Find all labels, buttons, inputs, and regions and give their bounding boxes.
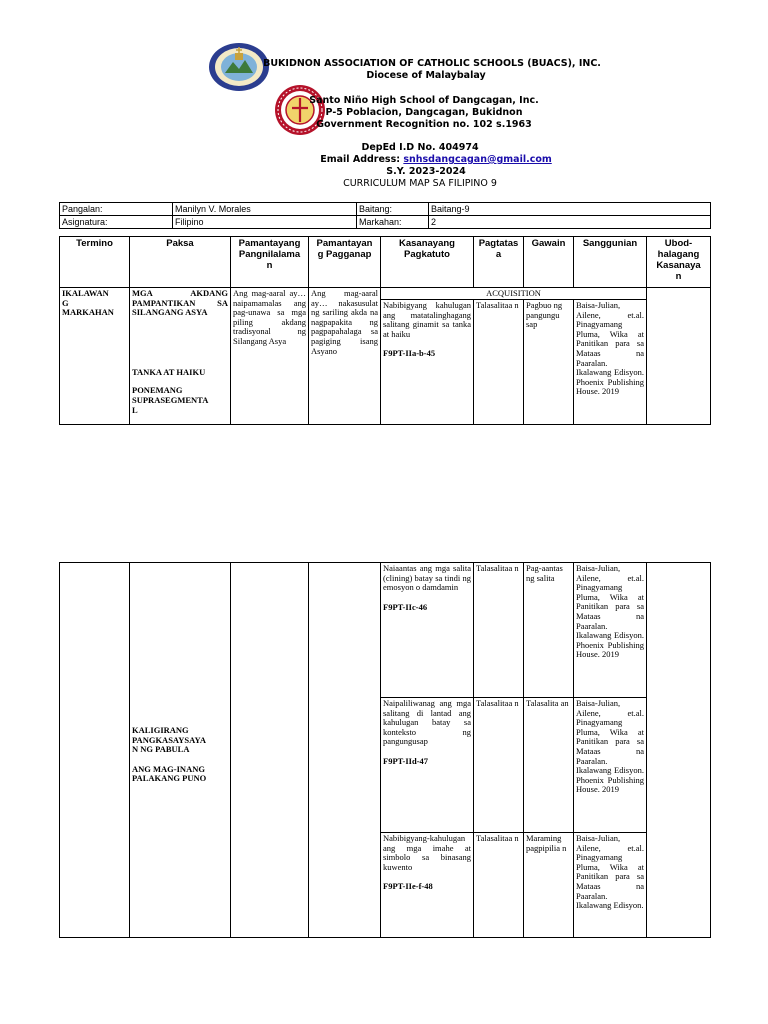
email-link[interactable]: snhsdangcagan@gmail.com <box>403 154 552 165</box>
school-year: S.Y. 2023-2024 <box>386 166 466 177</box>
government-recognition: Government Recognition no. 102 s.1963 <box>316 119 532 130</box>
col-ubod-halagang: Ubod- halagang Kasanaya n <box>647 237 711 288</box>
association-name: BUKIDNON ASSOCIATION OF CATHOLIC SCHOOLS (BUACS), INC. <box>263 58 601 69</box>
kasanayan-text: Naipaliliwanag ang mga salitang di lantad ang kahulugan batay sa konteksto ng pangungusap <box>383 698 471 747</box>
kasanayan-cell <box>381 563 474 698</box>
kasanayan-code: F9PT-IId-47 <box>383 755 429 766</box>
ubod-halagang-cell-2 <box>647 563 711 938</box>
document-title: CURRICULUM MAP SA FILIPINO 9 <box>343 178 497 189</box>
paksa-cell <box>130 288 231 425</box>
asignatura-value: Filipino <box>173 216 357 229</box>
gawain-cell: Talasalita an <box>524 698 574 833</box>
paksa-topic: PONEMANG SUPRASEGMENTA L <box>132 385 209 415</box>
ubod-halagang-cell <box>647 288 711 425</box>
col-termino: Termino <box>60 237 130 288</box>
email-line <box>52 154 768 166</box>
col-kasanayan: Kasanayang Pagkatuto <box>381 237 474 288</box>
pagtatasa-cell: Talasalitaa n <box>474 833 524 938</box>
baitang-value: Baitang-9 <box>429 203 711 216</box>
col-pangnilalaman: Pamantayang Pangnilalama n <box>231 237 309 288</box>
kasanayan-cell <box>381 833 474 938</box>
asignatura-label: Asignatura: <box>60 216 173 229</box>
col-gawain: Gawain <box>524 237 574 288</box>
kasanayan-text: Nabibigyang kahulugan ang matatalinghagang salitang ginamit sa tanka at haiku <box>383 300 471 339</box>
pagtatasa-cell: Talasalitaa n <box>474 698 524 833</box>
acquisition-label: ACQUISITION <box>381 288 647 300</box>
pagtatasa-cell: Talasalitaa n <box>474 563 524 698</box>
pagganap-cell-2 <box>309 563 381 938</box>
gawain-cell: Pag-aantas ng salita <box>524 563 574 698</box>
curriculum-table-1 <box>59 236 711 425</box>
sanggunian-cell: Baisa-Julian, Ailene, et.al. Pinagyamang Pluma, Wika at Panitikan para sa Mataas na Paaralan. Ikalawang Edisyon. Phoenix Publishing House. 2019 <box>574 698 647 833</box>
sanggunian-cell: Baisa-Julian, Ailene, et.al. Pinagyamang Pluma, Wika at Panitikan para sa Mataas na Paaralan. Ikalawang Edisyon. <box>574 833 647 938</box>
sanggunian-cell: Baisa-Julian, Ailene, et.al. Pinagyamang Pluma, Wika at Panitikan para sa Mataas na Paaralan. Ikalawang Edisyon. Phoenix Publishing House. 2019 <box>574 563 647 698</box>
pangnilalaman-cell-2 <box>231 563 309 938</box>
deped-id: DepEd I.D No. 404974 <box>361 142 479 153</box>
col-pagganap: Pamantayan g Pagganap <box>309 237 381 288</box>
pangnilalaman-cell: Ang mag-aaral ay… naipamamalas ang pag-unawa sa mga piling akdang tradisyonal ng Silangang Asya <box>231 288 309 425</box>
markahan-value: 2 <box>429 216 711 229</box>
termino-cell: IKALAWAN G MARKAHAN <box>60 288 130 425</box>
paksa-title-2: KALIGIRANG PANGKASAYSAYA N NG PABULA <box>132 725 207 755</box>
col-paksa: Paksa <box>130 237 231 288</box>
diocese-name: Diocese of Malaybalay <box>366 70 486 81</box>
kasanayan-code: F9PT-IIa-b-45 <box>383 348 436 359</box>
col-sanggunian: Sanggunian <box>574 237 647 288</box>
school-address: P-5 Poblacion, Dangcagan, Bukidnon <box>325 107 523 118</box>
paksa-cell-2 <box>130 563 231 938</box>
kasanayan-text: Nabibigyang-kahulugan ang mga imahe at simbolo sa binasang kuwento <box>383 833 471 872</box>
paksa-subtitle: TANKA AT HAIKU <box>132 366 206 377</box>
email-label: Email Address: <box>320 154 401 165</box>
curriculum-table-2 <box>59 562 711 938</box>
paksa-title: MGA AKDANG PAMPANTIKAN SA SILANGANG ASYA <box>132 288 228 318</box>
pangalan-label: Pangalan: <box>60 203 173 216</box>
sanggunian-cell: Baisa-Julian, Ailene, et.al. Pinagyamang Pluma, Wika at Panitikan para sa Mataas na Paaralan. Ikalawang Edisyon. Phoenix Publishing House. 2019 <box>574 300 647 425</box>
baitang-label: Baitang: <box>357 203 429 216</box>
kasanayan-code: F9PT-IIe-f-48 <box>383 881 433 892</box>
col-pagtatasa: Pagtatas a <box>474 237 524 288</box>
markahan-label: Markahan: <box>357 216 429 229</box>
school-name: Santo Niño High School of Dangcagan, Inc. <box>309 95 539 106</box>
pagganap-cell: Ang mag-aaral ay… nakasusulat ng sariling akda na nagpapakita ng pagpapahalaga sa pagiging isang Asyano <box>309 288 381 425</box>
gawain-cell: Maraming pagpipilia n <box>524 833 574 938</box>
paksa-subtitle-2: ANG MAG-INANG PALAKANG PUNO <box>132 763 207 784</box>
kasanayan-cell <box>381 300 474 425</box>
info-table <box>59 202 711 229</box>
kasanayan-text: Naiaantas ang mga salita (clining) batay sa tindi ng emosyon o damdamin <box>383 563 471 593</box>
gawain-cell: Pagbuo ng pangungu sap <box>524 300 574 425</box>
pagtatasa-cell: Talasalitaa n <box>474 300 524 425</box>
kasanayan-code: F9PT-IIc-46 <box>383 601 428 612</box>
pangalan-value: Manilyn V. Morales <box>173 203 357 216</box>
termino-cell-2 <box>60 563 130 938</box>
kasanayan-cell <box>381 698 474 833</box>
